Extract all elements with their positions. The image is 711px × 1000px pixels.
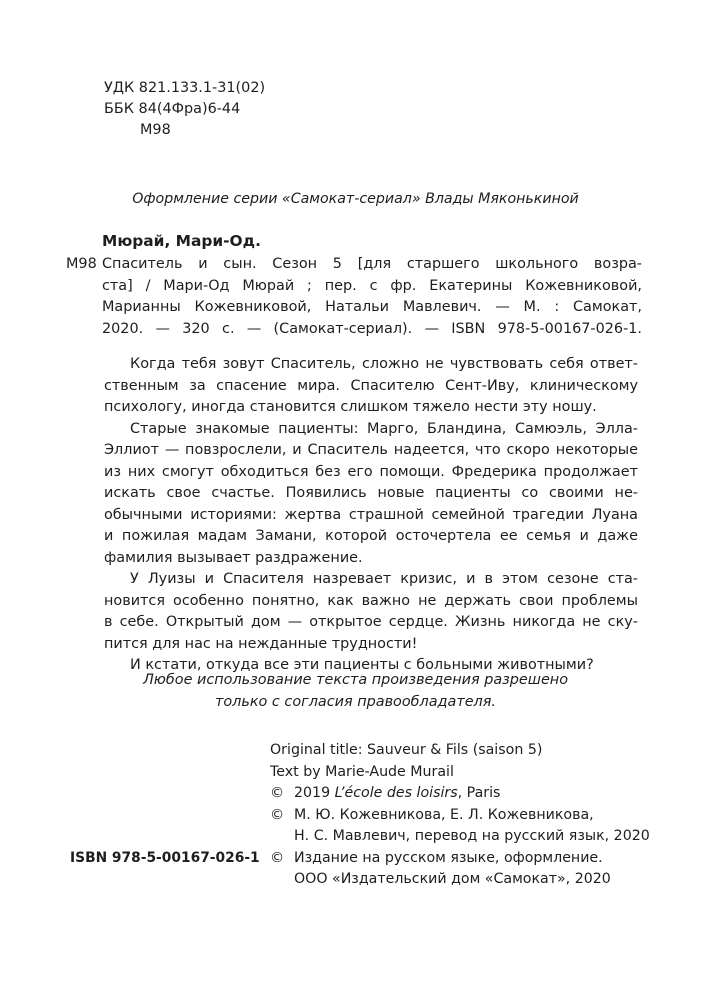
annotation-line: в себе. Открытый дом — открытое сердце. Жизнь никогда не ску- [104,614,638,630]
annotation-line: из них смогут обходиться без его помощи. Фредерика продолжает [104,463,638,480]
catalog-author: Мюрай, Мари-Од. [102,232,261,250]
copyright-symbol: © [270,806,285,823]
original-title: Original title: Sauveur & Fils (saison 5) [270,742,543,758]
catalog-author-mark: М98 [66,256,97,272]
udk-code: УДК 821.133.1-31(02) [104,80,266,96]
copyright-line-3: © Издание на русском языке, оформление. [270,848,650,870]
annotation-line: ственным за спасение мира. Спасителю Сент-Иву, клиническому [104,377,638,394]
copyright-symbol: © [270,849,285,866]
bib-line: 2020. — 320 с. — (Самокат-сериал). — ISBN 978-5-00167-026-1. [102,320,642,337]
copyright-line-2-cont: Н. С. Мавлевич, перевод на русский язык, 2020 [294,828,650,844]
rights-notice [0,670,711,713]
series-design-credit: Оформление серии «Самокат-сериал» Влады Мяконькиной [132,191,579,207]
annotation-line: психологу, иногда становится слишком тяжело нести эту ношу. [104,399,597,415]
bib-line: Марианны Кожевниковой, Натальи Мавлевич. — М. : Самокат, [102,299,642,315]
annotation-line: новится особенно понятно, как важно не держать свои проблемы [104,592,638,609]
copyright-line-2: © М. Ю. Кожевникова, Е. Л. Кожевникова, [270,805,650,827]
annotation-line: И кстати, откуда все эти пациенты с больными животными? [130,657,594,673]
publisher-name: L’école des loisirs [334,785,458,801]
annotation-line: обычными историями: жертва страшной семейной трагедии Луана [104,506,638,523]
bib-line: Спаситель и сын. Сезон 5 [для старшего школьного возра- [102,256,642,272]
annotation-line: искать свое счастье. Появились новые пациенты со своими не- [104,485,638,501]
text-by: Text by Marie-Aude Murail [270,763,454,780]
copyright-symbol: © [270,785,285,801]
rights-line: Любое использование текста произведения разрешено [142,672,569,688]
annotation-line: фамилия вызывает раздражение. [104,549,363,566]
copyright-line-3-cont: ООО «Издательский дом «Самокат», 2020 [294,871,611,887]
rights-line: только с согласия правообладателя. [215,693,496,710]
annotation-line: и пожилая мадам Замани, которой осточертела ее семья и даже [104,528,638,544]
annotation-line: Эллиот — повзрослели, и Спаситель надеется, что скоро некоторые [104,442,638,458]
bib-line: ста] / Мари-Од Мюрай ; пер. с фр. Екатерины Кожевниковой, [102,277,642,294]
copyright-line-1: © 2019 L’école des loisirs, Paris [270,783,650,805]
annotation [104,354,638,677]
bbk-code: ББК 84(4Фра)6-44 [104,101,241,117]
annotation-line: пится для нас на нежданные трудности! [104,635,418,652]
original-title-block [270,740,650,891]
author-mark: М98 [140,122,171,138]
annotation-line: Старые знакомые пациенты: Марго, Бландина, Самюэль, Элла- [130,420,638,437]
bibliographic-description [102,254,642,340]
isbn: ISBN 978-5-00167-026-1 [70,850,260,866]
classification-block [104,78,265,141]
annotation-line: Когда тебя зовут Спаситель, сложно не чувствовать себя ответ- [130,356,638,372]
annotation-line: У Луизы и Спасителя назревает кризис, и в этом сезоне ста- [130,571,638,587]
